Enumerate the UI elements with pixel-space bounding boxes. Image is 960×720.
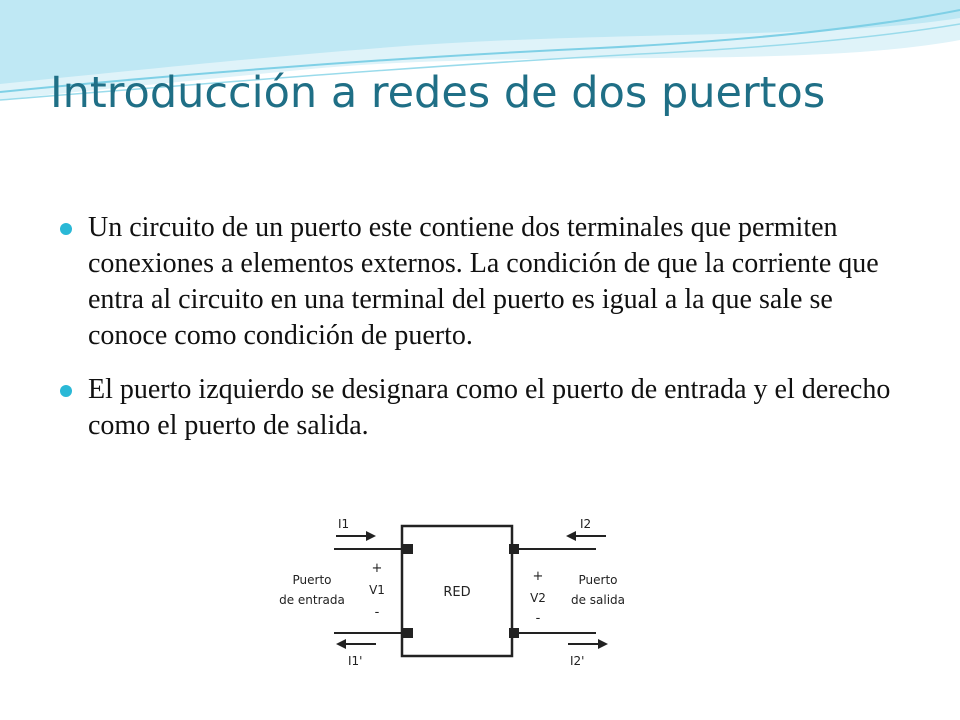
i2p-arrow-head-icon bbox=[598, 639, 608, 649]
bullet-text: El puerto izquierdo se designara como el puerto de entrada y el derecho como el puerto de salida. bbox=[88, 374, 891, 441]
terminal-node bbox=[403, 544, 413, 554]
bullet-dot-icon bbox=[60, 385, 72, 397]
bullet-item bbox=[58, 372, 918, 444]
left-current-in-label: I1 bbox=[338, 517, 350, 531]
bullet-list bbox=[58, 210, 918, 444]
right-port-label-line1: Puerto bbox=[578, 573, 618, 587]
network-box-label: RED bbox=[443, 585, 471, 600]
left-minus-sign: - bbox=[374, 605, 380, 620]
terminal-node bbox=[509, 628, 519, 638]
right-current-out-label: I2' bbox=[570, 654, 585, 668]
left-port-label-line2: de entrada bbox=[279, 593, 345, 607]
slide-title: Introducción a redes de dos puertos bbox=[50, 68, 826, 118]
terminal-node bbox=[403, 628, 413, 638]
bullet-dot-icon bbox=[60, 223, 72, 235]
two-port-network-diagram bbox=[276, 508, 638, 672]
right-plus-sign: + bbox=[532, 569, 544, 584]
bullet-text: Un circuito de un puerto este contiene dos terminales que permiten conexiones a elementos externos. La condición de que la corriente que entra al circuito en una terminal del puerto es igual a la que sale se conoce como condición de puerto. bbox=[88, 212, 879, 351]
i1-arrow-head-icon bbox=[366, 531, 376, 541]
right-current-in-label: I2 bbox=[580, 517, 592, 531]
left-plus-sign: + bbox=[371, 561, 383, 576]
right-minus-sign: - bbox=[535, 611, 541, 626]
left-current-out-label: I1' bbox=[348, 654, 363, 668]
i1p-arrow-head-icon bbox=[336, 639, 346, 649]
left-port-label-line1: Puerto bbox=[292, 573, 332, 587]
left-voltage-label: V1 bbox=[369, 583, 385, 597]
right-voltage-label: V2 bbox=[530, 591, 546, 605]
right-port-label-line2: de salida bbox=[570, 593, 626, 607]
terminal-node bbox=[509, 544, 519, 554]
i2-arrow-head-icon bbox=[566, 531, 576, 541]
bullet-item bbox=[58, 210, 918, 354]
